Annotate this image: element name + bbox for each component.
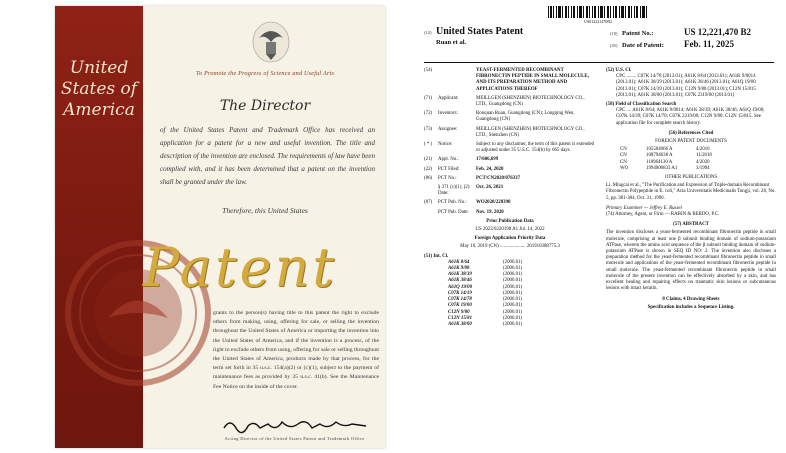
patent-header-right [610, 26, 776, 50]
eagle-emblem-icon [251, 20, 291, 64]
field-code: (87) [424, 200, 433, 206]
refs-label: (56) References Cited [668, 130, 714, 136]
right-column [606, 68, 776, 313]
other-pubs-text: Li, Mingcai et al., "The Purification and Expression of Triple-domain Recombinant Fibronectin Polypeptide in E. coli," Acta Universitatis Medicinalis Tongji, vol. 28, No. 5, pp. 381-384, Oct. 31, 1990. [606, 183, 776, 201]
int-cl-version: (2006.01) [503, 315, 523, 321]
field-label: Assignee: [438, 126, 458, 132]
field-value: PCT/CN2020/076337 [476, 175, 521, 181]
int-cl-version: (2006.01) [503, 290, 523, 296]
code-45: (45) [610, 43, 618, 48]
field-value: MEILLGEN (SHENZHEN) BIOTECHNOLOGY CO., LTD., Shenzhen (CN) [476, 126, 585, 138]
biblio-field [424, 157, 596, 163]
foreign-doc-cell: CN [620, 153, 627, 159]
int-cl-code: A61Q 19/00 [448, 284, 473, 290]
field-code: (21) [424, 157, 433, 163]
int-cl-code: A61K 38/46 [448, 278, 472, 284]
us-cl-label: (52) U.S. Cl. [606, 68, 632, 73]
int-cl-version: (2006.01) [503, 266, 523, 272]
foreign-doc-cell: 4/2020 [696, 159, 710, 165]
int-cl-version: (2006.01) [503, 284, 523, 290]
foreign-priority-title: Foreign Application Priority Data [474, 236, 546, 242]
field-value: MEILLGEN (SHENZHEN) BIOTECHNOLOGY CO., LTD., Guangdong (CN) [476, 95, 585, 108]
int-cl-code: A61K 38/39 [448, 272, 472, 278]
field-value: Feb. 24, 2020 [476, 166, 504, 172]
code-10: (10) [610, 31, 618, 36]
patent-wordmark: Patent [142, 236, 338, 299]
field-search-label: (58) Field of Classification Search [606, 102, 677, 108]
foreign-doc-cell: CN [620, 147, 627, 153]
director-heading: The Director [219, 98, 311, 114]
biblio-field [424, 176, 596, 182]
field-value: Ronquan Ruan, Guangdong (CN); Longqing Wen, Guangdong (CN) [476, 111, 575, 123]
field-code: ( * ) [424, 142, 433, 148]
biblio-field [424, 210, 596, 216]
int-cl-code: C07K 14/78 [448, 297, 472, 303]
certificate-body: of the United States Patent and Trademark Office has received an application for a patent for a new and useful invention. The title and description of the invention are enclosed. The requirements of law have been complied with, and it has been determined that a patent on the invention shall be granted under the law. [160, 126, 376, 186]
field-code: (22) [424, 166, 433, 172]
header-rule [424, 62, 774, 63]
foreign-priority-row: May 10, 2019 (CN) ..................... 201910388775.3 [460, 244, 560, 250]
date-label: Date of Patent: [622, 42, 664, 49]
foreign-doc-cell: 110964130 A [646, 159, 673, 165]
field-code: (54) [424, 68, 433, 73]
attorney-text: (74) Attorney, Agent, or Firm — RABIN & BERDO, P.C. [606, 212, 720, 218]
foreign-docs-title: FOREIGN PATENT DOCUMENTS [655, 139, 727, 145]
biblio-field [424, 142, 596, 154]
foreign-docs-table [606, 147, 776, 172]
int-cl-code: C07K 14/19 [448, 290, 472, 296]
director-signature-icon [220, 416, 370, 434]
biblio-field [424, 200, 596, 206]
field-code: (86) [424, 175, 433, 181]
int-cl-version: (2006.01) [503, 303, 523, 309]
field-search-text: CPC .... A61K 8/64; A61K 9/0014; A61K 38/39; A61K 38/46; A61Q 19/00; C07K 14/39; C07K 14/78; C07K 2319/00; C12N 9/80; C12N 15/815. See application file for complete search history. [616, 108, 765, 126]
patent-certificate [55, 6, 385, 448]
signer-title: Acting Director of the United States Patent and Trademark Office [224, 436, 365, 441]
biblio-field [424, 68, 596, 93]
claims-line: 8 Claims, 4 Drawing Sheets [662, 296, 720, 302]
us-cl-text: CPC ........ C07K 14/78 (2013.01); A61K 8/64 (2013.01); A61K 9/0014 (2013.01); A61K 38/39 (2013.01); A61K 38/46 (2013.01); A61Q 19/00 (2013.01); C07K 14/39 (2013.01); C12N 9/80 (2013.01); C12N 15/815 (2013.01); A61K 38/00 (2013.01); C07K 2319/00 (2013.01) [616, 74, 756, 98]
patent-no-label: Patent No.: [622, 30, 654, 37]
certificate-motto: To Promote the Progress of Science and Useful Arts [195, 70, 335, 77]
int-cl-code: C12N 15/81 [448, 315, 473, 321]
inventor-short: Ruan et al. [436, 39, 467, 46]
field-label: Notice: [438, 142, 453, 148]
patent-header-title: United States Patent [436, 26, 524, 37]
biblio-field [424, 185, 596, 197]
foreign-doc-cell: 105504066 A [646, 147, 673, 153]
field-value: WO2020/228390 [476, 200, 511, 206]
int-cl-row [424, 322, 596, 328]
biblio-field [424, 96, 596, 108]
field-code [424, 185, 438, 197]
int-cl-list [424, 260, 596, 328]
field-code: (71) [424, 95, 433, 101]
biblio-field [424, 127, 596, 139]
int-cl-version: (2006.01) [503, 278, 523, 284]
int-cl-code: A61K 38/00 [448, 321, 472, 327]
int-cl-version: (2006.01) [503, 309, 523, 315]
foreign-doc-cell: 11/2018 [696, 153, 712, 159]
field-label: § 371 (c)(1), (2) Date: [438, 185, 470, 197]
barcode-number: US012221470B2 [584, 19, 612, 24]
field-label: Inventors: [438, 111, 458, 117]
field-value: Nov. 19, 2020 [476, 209, 504, 215]
field-label: PCT No.: [438, 175, 457, 181]
field-value: 17/606,699 [476, 157, 499, 163]
patent-front-page [420, 2, 778, 448]
country-title: United States of America [60, 58, 138, 120]
foreign-doc-cell: 1994006833 A1 [646, 165, 678, 171]
abstract-label: (57) ABSTRACT [673, 222, 709, 228]
biblio-field [424, 167, 596, 173]
biblio-field [424, 111, 596, 123]
int-cl-version: (2006.01) [503, 272, 523, 278]
foreign-doc-cell: 108794638 A [646, 153, 673, 159]
field-label: Applicant: [438, 95, 459, 101]
field-label: PCT Pub. No.: [438, 200, 467, 206]
int-cl-version: (2006.01) [503, 297, 523, 303]
patent-header-left [424, 26, 599, 47]
field-code [424, 210, 438, 216]
foreign-doc-cell: CN [620, 159, 627, 165]
abstract-text: The invention discloses a yeast-fermented recombinant fibronectin peptide in small molecule, comprising at least one β subunit binding domain of sodium-potassium ATPase, wherein the amino acid sequence of the β subunit binding domain of sodium-potassium ATPase is shown in SEQ ID NO: 2. The invention also discloses a preparation method for the yeast-fermented recombinant fibronectin peptide in small molecule and applications of the yeast-fermented recombinant fibronectin peptide in small molecule. The yeast-fermented recombinant fibronectin peptide in small molecule of the present invention can be effectively absorbed by a skin, and has excellent healing and repairing effects on traumatic skin lesions or subcutaneous lesions with intact keratin. [606, 230, 776, 292]
field-label: PCT Pub. Date: [438, 209, 469, 215]
left-column [424, 68, 596, 328]
grant-text: grants to the person(s) having title to this patent the right to exclude others from making, using, offering for sale, or selling the invention throughout the United States of America or importing the invention into the United States of America, and if the invention is a process, of the right to exclude others from using, offering for sale or selling throughout the United States of America, products made by that process, for the term set forth in 35 u.s.c. 154(a)(2) or (c)(1), subject to the payment of maintenance fees as provided by 35 u.s.c. 41(b). See the Maintenance Fee Notice on the inside of the cover. [213, 310, 379, 390]
examiner-text: Primary Examiner — Jeffrey E. Russel [606, 205, 682, 211]
prior-pub-row: US 2022/0220190 A1 Jul. 14, 2022 [475, 227, 545, 233]
other-pubs-title: OTHER PUBLICATIONS [664, 175, 718, 181]
field-code: (72) [424, 111, 433, 117]
int-cl-code: A61K 8/64 [448, 259, 470, 265]
int-cl-version: (2006.01) [503, 321, 523, 327]
field-value: YEAST-FERMENTED RECOMBINANT FIBRONECTIN PEPTIDE IN SMALL MOLECULE, AND ITS PREPARATION METHOD AND APPLICATIONS THEREOF [476, 68, 589, 92]
field-label: Appl. No.: [438, 157, 459, 163]
sequence-line: Specification includes a Sequence Listing. [647, 304, 735, 310]
field-label: PCT Filed: [438, 166, 460, 172]
foreign-doc-cell: WO [620, 165, 629, 171]
int-cl-code: C07K 19/00 [448, 303, 472, 309]
field-code: (73) [424, 126, 433, 132]
patent-date: Feb. 11, 2025 [684, 39, 735, 49]
barcode-icon [548, 6, 648, 18]
int-cl-code: C12N 9/80 [448, 309, 470, 315]
foreign-doc-row [620, 166, 776, 172]
int-cl-label: (51) Int. Cl. [424, 253, 449, 259]
field-label [438, 68, 476, 93]
foreign-doc-cell: 4/2016 [696, 147, 710, 153]
patent-number: US 12,221,470 B2 [684, 27, 752, 37]
int-cl-code: A61K 9/00 [448, 266, 470, 272]
certificate-therefore: Therefore, this United States [222, 206, 308, 215]
foreign-doc-cell: 3/1994 [696, 165, 710, 171]
field-value: Oct. 26, 2021 [476, 185, 504, 191]
int-cl-version: (2006.01) [503, 259, 523, 265]
code-12: (12) [424, 30, 432, 35]
bibliographic-fields [424, 68, 596, 216]
prior-pub-title: Prior Publication Data [486, 218, 534, 224]
field-value: Subject to any disclaimer, the term of this patent is extended or adjusted under 35 U.S.C. 154(b) by 665 days. [476, 142, 595, 154]
